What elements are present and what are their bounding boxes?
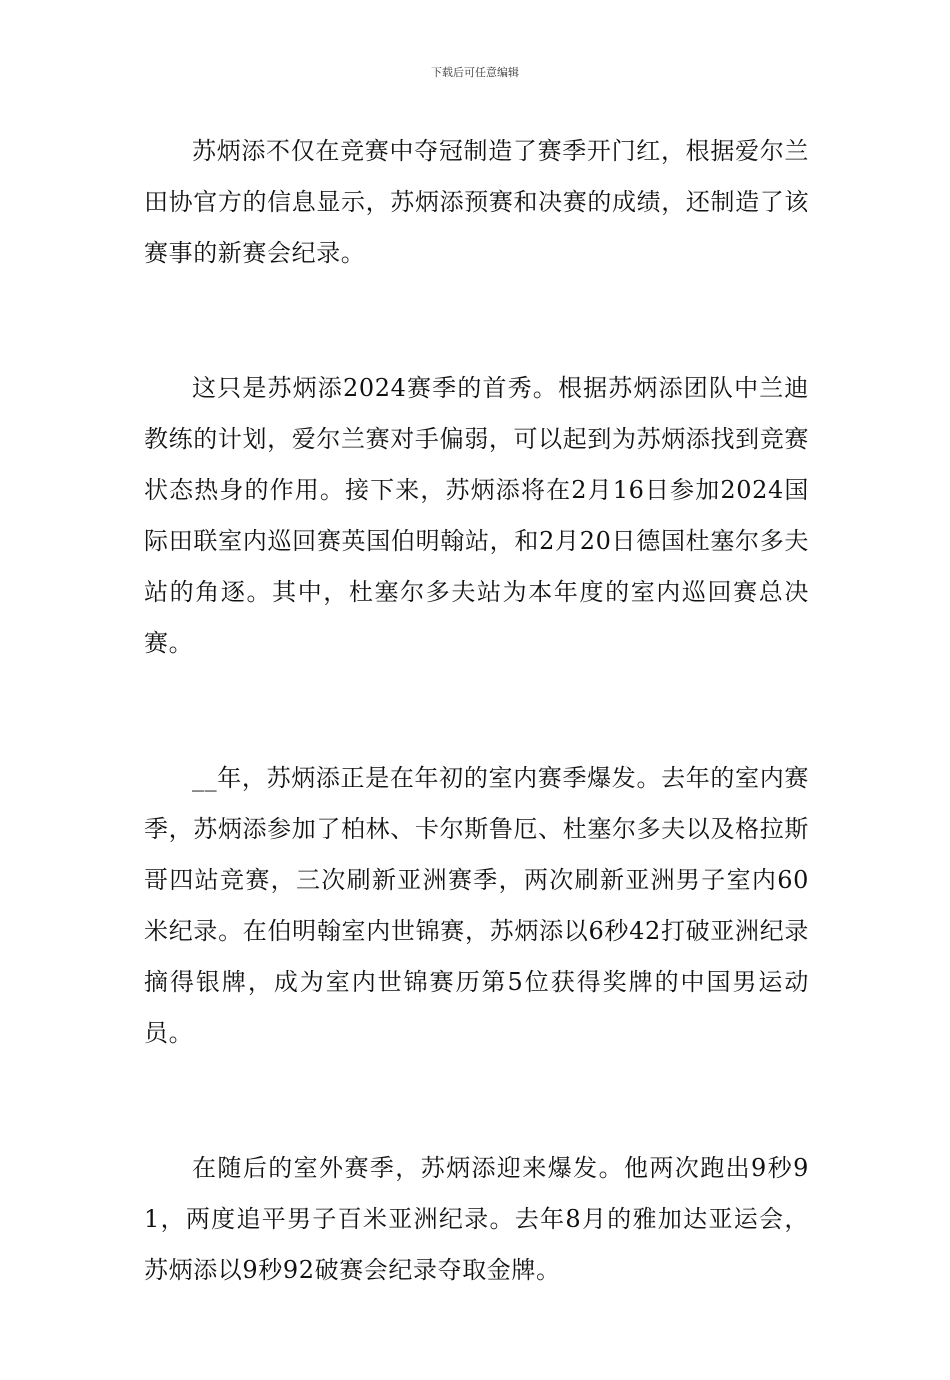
paragraph-2: 这只是苏炳添2024赛季的首秀。根据苏炳添团队中兰迪教练的计划，爱尔兰赛对手偏弱，可以起到为苏炳添找到竞赛状态热身的作用。接下来，苏炳添将在2月16日参加2024国际田联室内巡回赛英国伯明翰站，和2月20日德国杜塞尔多夫站的角逐。其中，杜塞尔多夫站为本年度的室内巡回赛总决赛。 (144, 374, 809, 657)
paragraph-3: __年，苏炳添正是在年初的室内赛季爆发。去年的室内赛季，苏炳添参加了柏林、卡尔斯鲁厄、杜塞尔多夫以及格拉斯哥四站竞赛，三次刷新亚洲赛季，两次刷新亚洲男子室内60米纪录。在伯明翰室内世锦赛，苏炳添以6秒42打破亚洲纪录摘得银牌，成为室内世锦赛历第5位获得奖牌的中国男运动员。 (144, 764, 809, 1047)
paragraph-1: 苏炳添不仅在竞赛中夺冠制造了赛季开门红，根据爱尔兰田协官方的信息显示，苏炳添预赛和决赛的成绩，还制造了该赛事的新赛会纪录。 (144, 137, 809, 267)
paragraph-4: 在随后的室外赛季，苏炳添迎来爆发。他两次跑出9秒91，两度追平男子百米亚洲纪录。去年8月的雅加达亚运会，苏炳添以9秒92破赛会纪录夺取金牌。 (144, 1154, 809, 1284)
document-body (144, 126, 809, 1380)
header-note: 下载后可任意编辑 (431, 66, 519, 79)
